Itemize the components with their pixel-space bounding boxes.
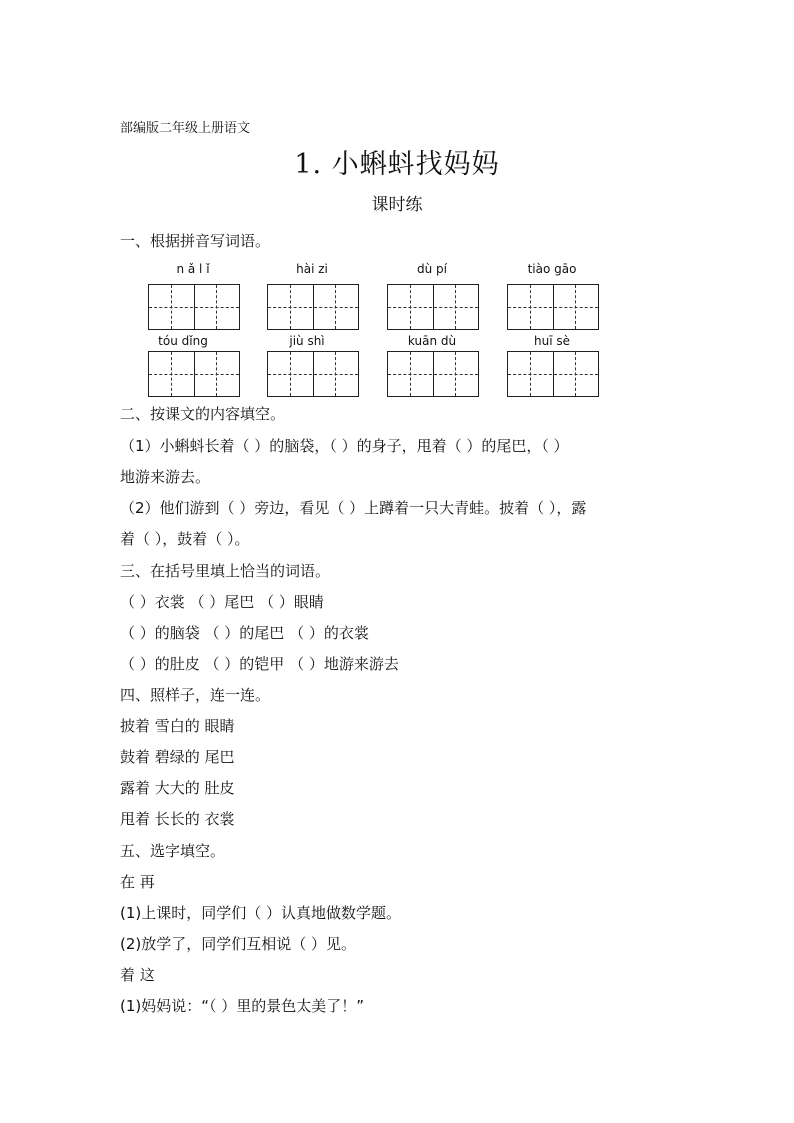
page-subtitle: 课时练	[371, 195, 423, 215]
question-line: （ ）的肚皮 （ ）的铠甲 （ ）地游来游去	[120, 655, 399, 673]
writing-grid[interactable]	[148, 284, 240, 330]
pinyin-label: n ǎ l ǐ	[176, 262, 210, 276]
char-choices: 着 这	[120, 966, 155, 984]
question-line: （2）他们游到（ ）旁边，看见（ ）上蹲着一只大青蛙。披着（ ），露	[120, 499, 587, 517]
pinyin-label: kuān dù	[407, 334, 457, 348]
question-line: 着（ ），鼓着（ ）。	[120, 530, 250, 548]
pinyin-label: hài zi	[296, 262, 328, 276]
matching-line: 鼓着 碧绿的 尾巴	[120, 748, 235, 766]
pinyin-label: dù pí	[417, 262, 447, 276]
page-title: 1. 小蝌蚪找妈妈	[294, 149, 500, 180]
pinyin-label: tiào gāo	[527, 262, 577, 276]
question-line: （ ）衣裳 （ ）尾巴 （ ）眼睛	[120, 593, 324, 611]
section3-heading: 三、在括号里填上恰当的词语。	[120, 562, 331, 580]
matching-line: 甩着 长长的 衣裳	[120, 810, 235, 828]
section2-heading: 二、按课文的内容填空。	[120, 405, 286, 423]
section5-heading: 五、选字填空。	[120, 842, 226, 860]
question-line: (1)妈妈说：“（ ）里的景色太美了！”	[120, 997, 365, 1015]
matching-line: 披着 雪白的 眼睛	[120, 717, 235, 735]
writing-grid[interactable]	[267, 284, 359, 330]
section4-heading: 四、照样子，连一连。	[120, 686, 271, 704]
writing-grid[interactable]	[387, 284, 479, 330]
question-line: (1)上课时，同学们（ ）认真地做数学题。	[120, 904, 402, 922]
char-choices: 在 再	[120, 873, 155, 891]
question-line: 地游来游去。	[120, 468, 211, 486]
edition-label: 部编版二年级上册语文	[120, 121, 251, 136]
pinyin-label: tóu dǐng	[158, 334, 208, 348]
question-line: （ ）的脑袋 （ ）的尾巴 （ ）的衣裳	[120, 624, 369, 642]
pinyin-label: huī sè	[534, 334, 570, 348]
matching-line: 露着 大大的 肚皮	[120, 779, 235, 797]
question-line: (2)放学了，同学们互相说（ ）见。	[120, 935, 357, 953]
writing-grid[interactable]	[148, 351, 240, 397]
writing-grid[interactable]	[387, 351, 479, 397]
question-line: （1）小蝌蚪长着（ ）的脑袋，（ ）的身子，甩着（ ）的尾巴，（ ）	[120, 437, 569, 455]
writing-grid[interactable]	[267, 351, 359, 397]
writing-grid[interactable]	[507, 351, 599, 397]
writing-grid[interactable]	[507, 284, 599, 330]
section1-heading: 一、根据拼音写词语。	[120, 232, 271, 250]
pinyin-label: jiù shì	[289, 334, 325, 348]
